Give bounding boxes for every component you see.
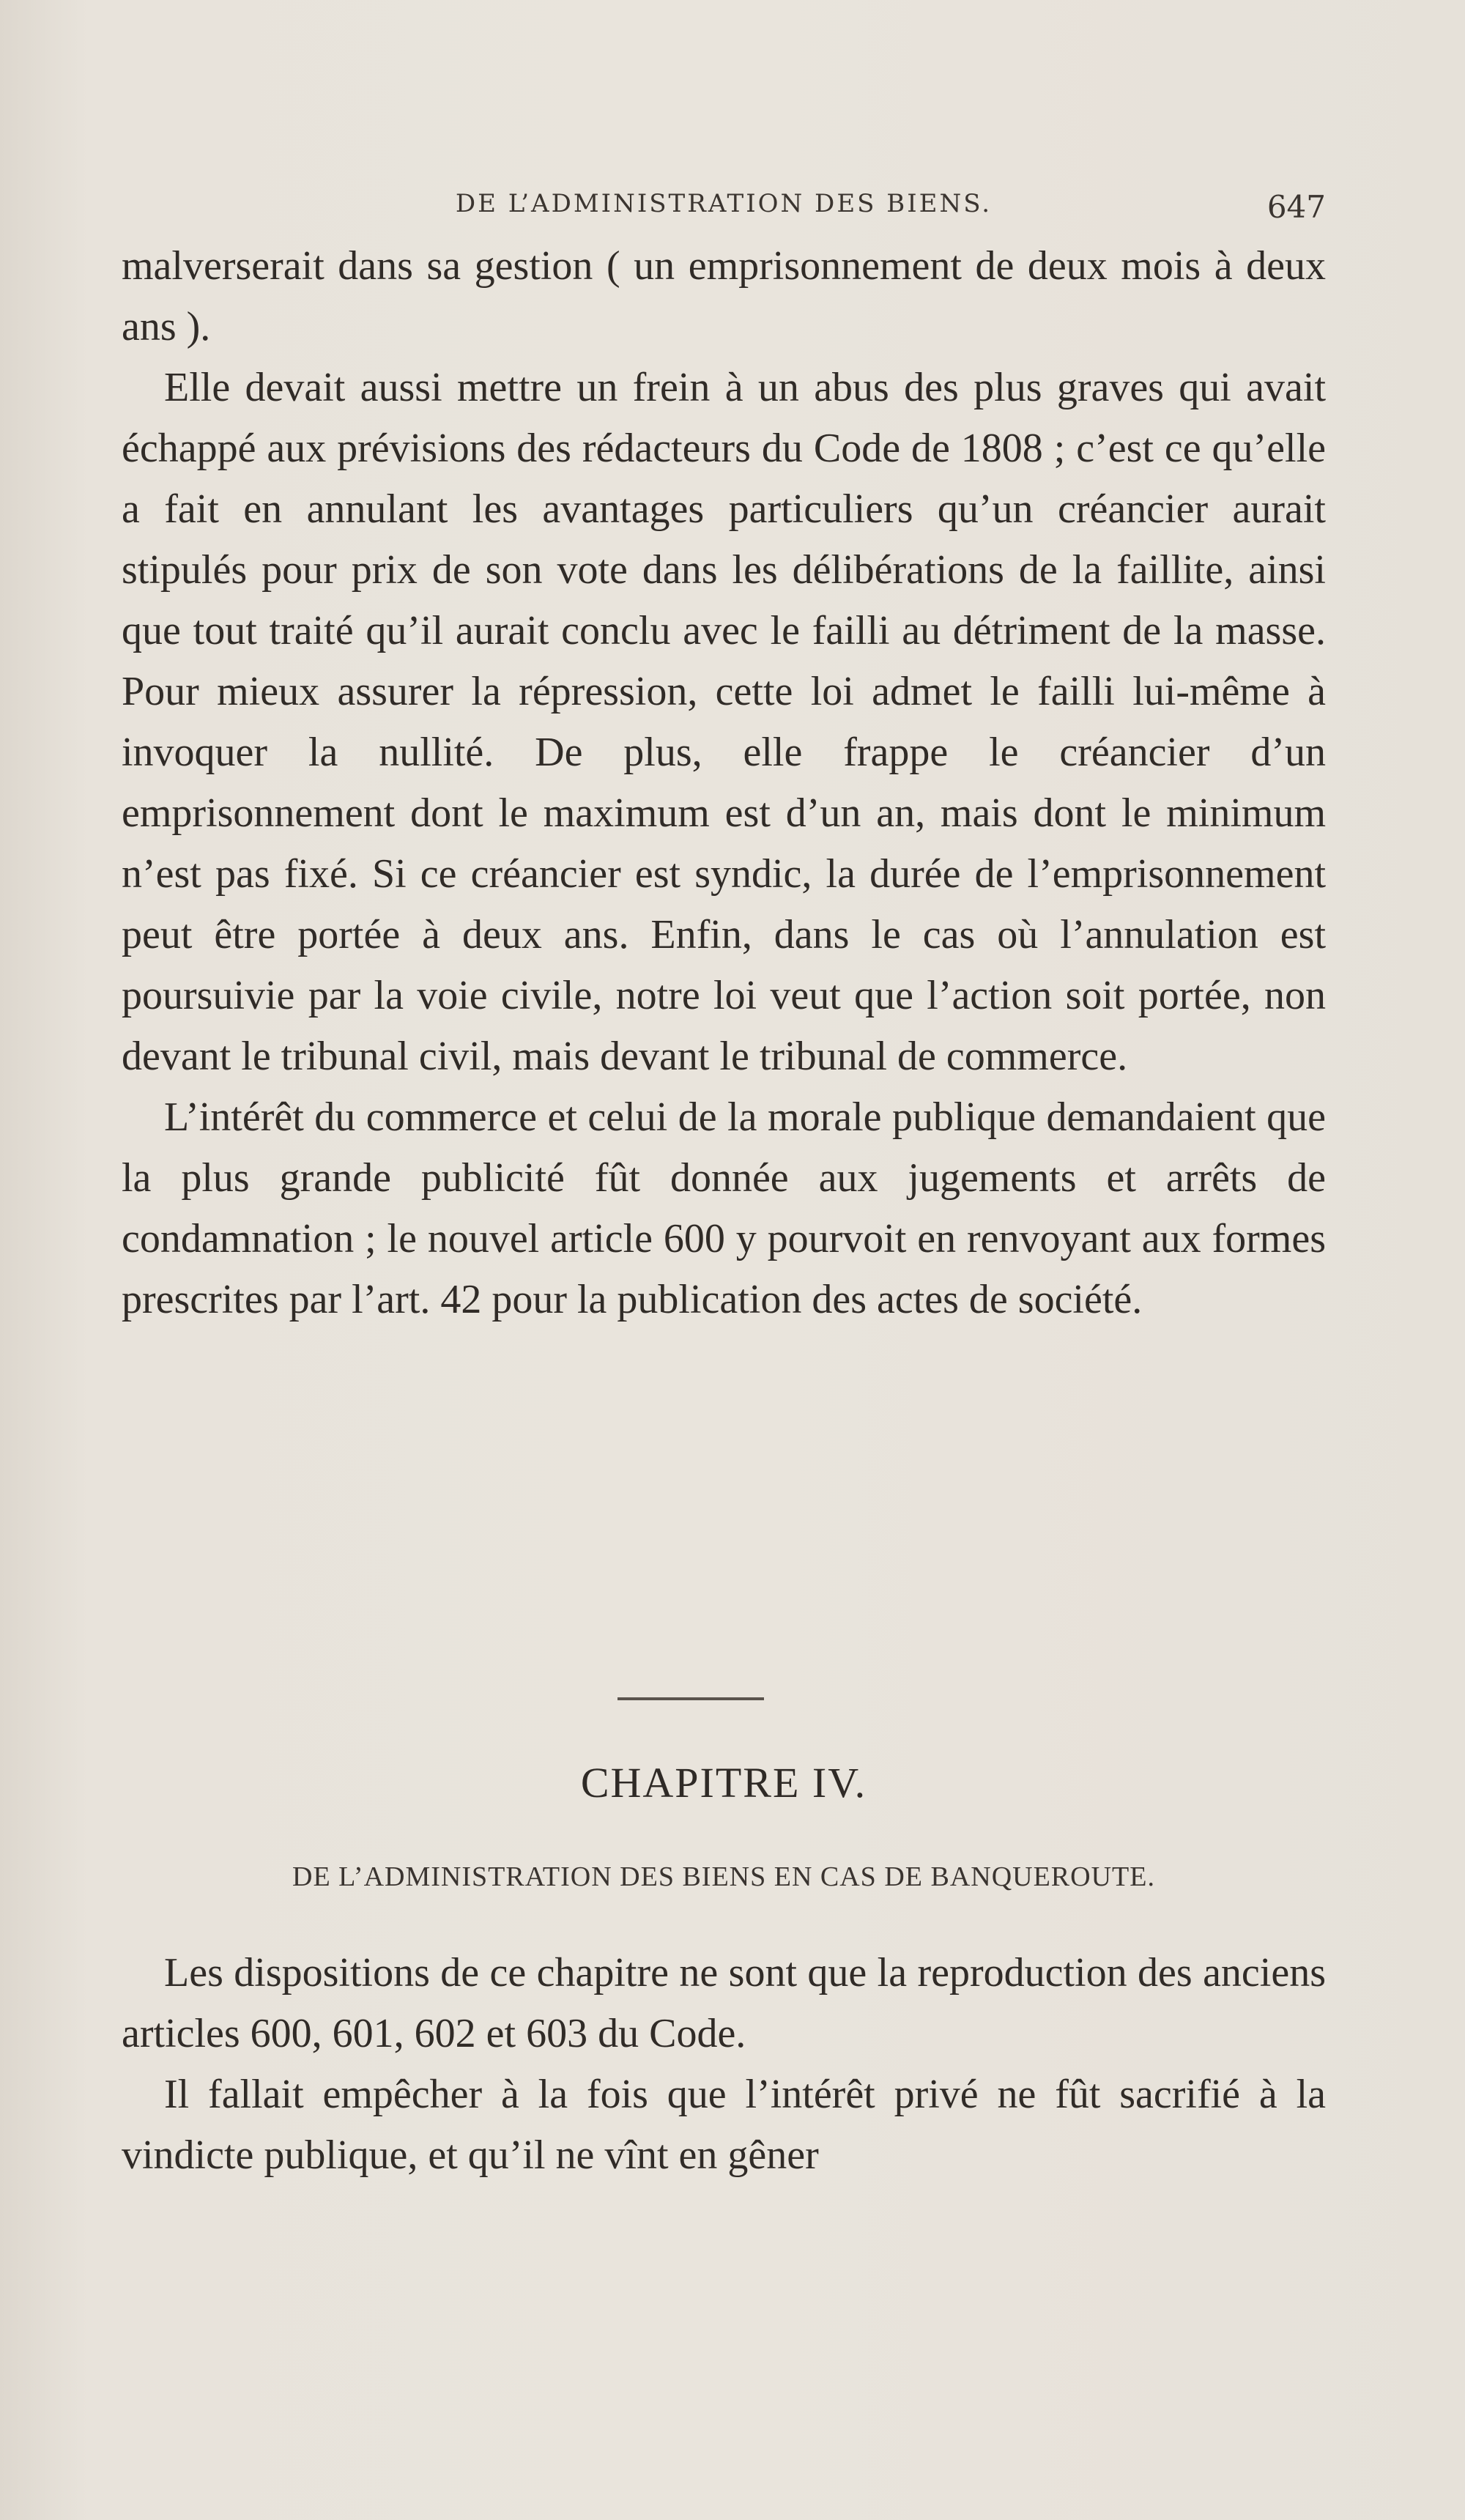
body-text: [122, 236, 1326, 1330]
running-head: [122, 189, 1326, 226]
paragraph: Elle devait aussi mettre un frein à un abus des plus graves qui avait échappé aux prévisions des rédacteurs du Code de 1808 ; c’est ce qu’elle a fait en annulant les avantages particuliers qu’un créancier aurait stipulés pour prix de son vote dans les délibérations de la faillite, ainsi que tout traité qu’il aurait conclu avec le failli au détriment de la masse. Pour mieux assurer la répression, cette loi admet le failli lui-même à invoquer la nullité. De plus, elle frappe le créancier d’un emprisonnement dont le maximum est d’un an, mais dont le minimum n’est pas fixé. Si ce créancier est syndic, la durée de l’emprisonnement peut être portée à deux ans. Enfin, dans le cas où l’annulation est poursuivie par la voie civile, notre loi veut que l’action soit portée, non devant le tribunal civil, mais devant le tribunal de commerce.: [122, 365, 1326, 1079]
chapter-subtitle: DE L’ADMINISTRATION DES BIENS EN CAS DE BANQUEROUTE.: [292, 1861, 1155, 1892]
section-divider: [617, 1697, 764, 1700]
page-number: 647: [1266, 189, 1326, 225]
paragraph: Les dispositions de ce chapitre ne sont que la reproduction des anciens articles 600, 601, 602 et 603 du Code.: [122, 1950, 1326, 2056]
paragraph-continuation: malverserait dans sa gestion ( un emprisonnement de deux mois à deux ans ).: [122, 243, 1326, 349]
chapter-text: [122, 1943, 1326, 2186]
paragraph: L’intérêt du commerce et celui de la morale publique demandaient que la plus grande publicité fût donnée aux jugements et arrêts de condamnation ; le nouvel article 600 y pourvoit en renvoyant aux formes prescrites par l’art. 42 pour la publication des actes de société.: [122, 1094, 1326, 1322]
running-title: DE L’ADMINISTRATION DES BIENS.: [455, 189, 993, 218]
paragraph: Il fallait empêcher à la fois que l’intérêt privé ne fût sacrifié à la vindicte publique, et qu’il ne vînt en gêner: [122, 2072, 1326, 2178]
chapter-title: CHAPITRE IV.: [580, 1759, 867, 1806]
